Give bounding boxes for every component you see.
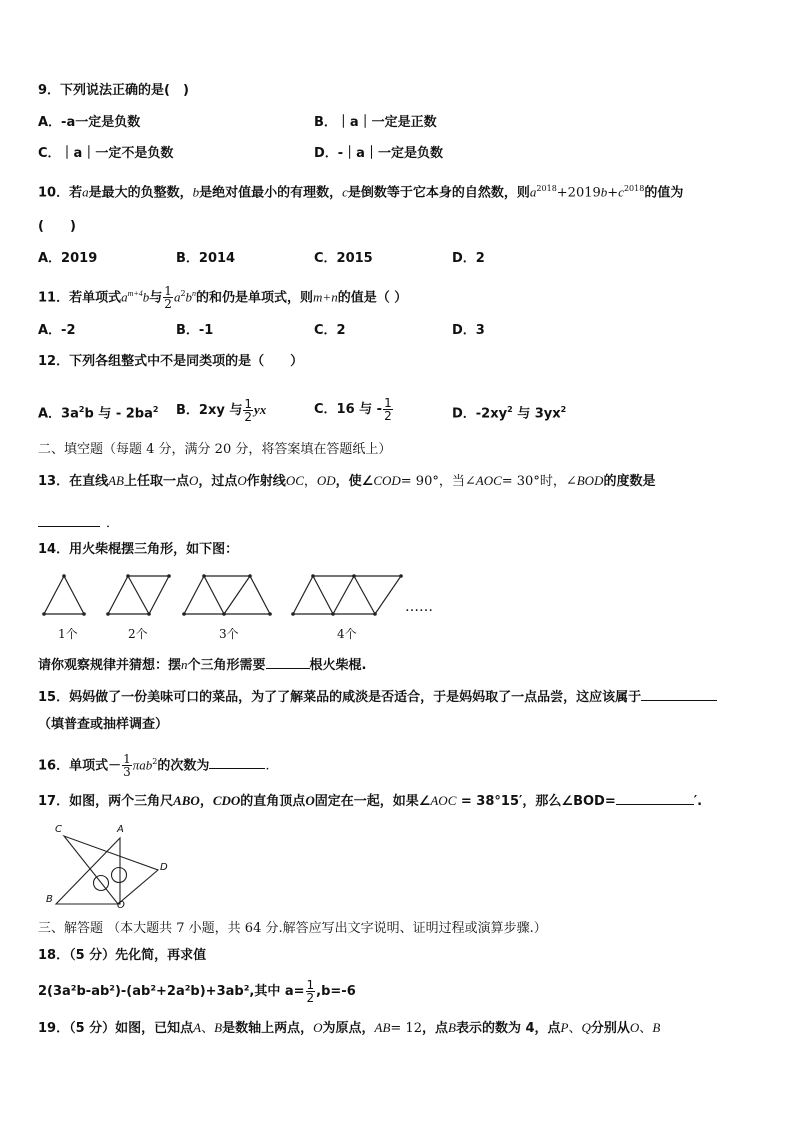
q11-stem: 11．若单项式$a^{m+4}b$与 $\frac{1}{2}$ $a^2b^n$的和仍是单项式，则m+n的值是（ ）: [38, 284, 408, 312]
right-angle-mark-2: [112, 868, 127, 883]
q9-stem: 9．下列说法正确的是( ): [38, 83, 189, 98]
fig-label-b: B: [46, 894, 53, 905]
q11-option-a: A．-2: [38, 323, 76, 338]
fig-label-c: C: [55, 824, 62, 835]
q14-question: 请你观察规律并猜想：摆n个三角形需要 根火柴棍.: [38, 654, 366, 675]
q18-expression: 2(3a²b-ab²)-(ab²+2a²b)+3ab²,其中 a= $\frac{1}{2}$ ,b=-6: [38, 978, 356, 1005]
q15-hint: （填普查或抽样调查）: [38, 717, 169, 732]
q9-option-d: D．-｜a｜一定是负数: [314, 146, 443, 161]
q17-stem: 17．如图，两个三角尺ABO，CDO的直角顶点O固定在一起，如果∠AOC = 38°15′，那么∠BOD= ′.: [38, 790, 702, 811]
q10-option-b: B．2014: [176, 251, 236, 266]
section-3-heading: 三、解答题 （本大题共 7 小题，共 64 分.解答应写出文字说明、证明过程或演算步骤.）: [38, 921, 547, 936]
q13-stem: 13．在直线AB上任取一点O，过点O作射线OC，OD，使∠COD= 90°，当∠AOC= 30°时，∠BOD的度数是: [38, 473, 656, 489]
q10-option-c: C．2015: [314, 251, 373, 266]
q14-stem: 14．用火柴棍摆三角形，如下图：: [38, 542, 239, 557]
q11-option-b: B．-1: [176, 323, 214, 338]
q9-option-b: B．｜a｜一定是正数: [314, 115, 437, 130]
q12-stem: 12．下列各组整式中不是同类项的是（ ）: [38, 354, 304, 369]
q9-option-c: C．｜a｜一定不是负数: [38, 146, 174, 161]
fig-label-o: O: [117, 900, 125, 911]
q12-option-b: B．2xy 与 $\frac{1}{2}$ yx: [176, 397, 267, 424]
q11-option-d: D．3: [452, 323, 485, 338]
q10-paren: ( ): [38, 219, 76, 234]
q13-answer-line: ．: [38, 512, 119, 533]
figure-ellipsis: ……: [405, 599, 433, 615]
q19-stem: 19．（5 分）如图，已知点A、B是数轴上两点，O为原点，AB= 12，点B表示的数为 4，点P、Q分别从O、B: [38, 1020, 661, 1036]
q15-stem: 15．妈妈做了一份美味可口的菜品，为了了解菜品的咸淡是否适合，于是妈妈取了一点品尝，这应该属于: [38, 686, 717, 707]
q10-option-a: A．2019: [38, 251, 98, 266]
q12-option-a: A．$3a^2b$ 与 - $2ba^2$: [38, 405, 159, 422]
q12-option-d: D．$-2xy^2$ 与 $3yx^2$: [452, 405, 567, 422]
q16-stem: 16．单项式－ $\frac{1}{3}$ πab$^2$的次数为 .: [38, 752, 270, 780]
figure-label-1: 1个: [58, 627, 78, 641]
q10-stem: 10．若a是最大的负整数，b是绝对值最小的有理数，c是倒数等于它本身的自然数，则$a^{2018}+2019b+c^{2018}$的值为: [38, 184, 684, 201]
fig-label-a: A: [117, 824, 124, 835]
fig-label-d: D: [160, 862, 168, 873]
figure-label-4: 4个: [337, 627, 357, 641]
triangle-cdo: [64, 836, 158, 904]
q10-option-d: D．2: [452, 251, 485, 266]
figure-label-2: 2个: [128, 627, 148, 641]
figure-label-3: 3个: [219, 627, 239, 641]
q9-option-a: A．-a一定是负数: [38, 115, 141, 130]
q12-option-c: C．16 与 - $\frac{1}{2}$: [314, 396, 392, 423]
section-2-heading: 二、填空题（每题 4 分，满分 20 分，将答案填在答题纸上）: [38, 442, 392, 457]
q18-stem: 18．（5 分）先化简，再求值: [38, 948, 207, 963]
q11-option-c: C．2: [314, 323, 346, 338]
